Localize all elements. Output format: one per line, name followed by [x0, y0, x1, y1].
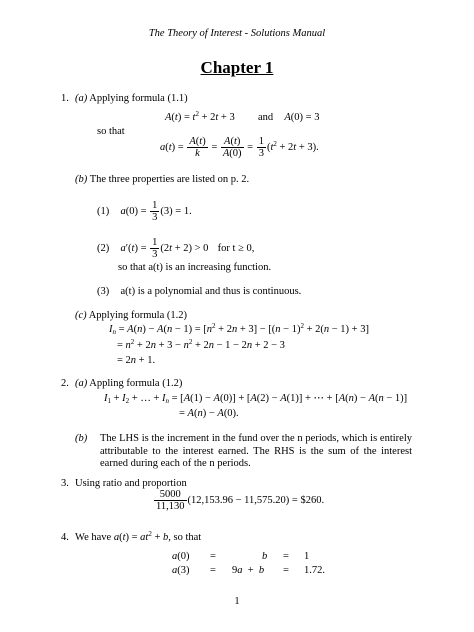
q3-frac-den: 11,130: [156, 501, 185, 513]
q1c-eq-line1: $I_n = A(n) - A(n - 1) = [n^2 + 2n + 3] - [(n - 1)^2 + 2(n - 1) + 3]$: [109, 322, 369, 336]
q2a-eq-line2: = A(n) − A(0).: [179, 408, 239, 419]
q1b-label: (b): [75, 174, 88, 185]
q2-number: 2.: [61, 378, 69, 389]
q4-line: We have $a(t) = at^2 + b$, so that: [75, 530, 202, 543]
q2a-label: (a): [75, 378, 88, 389]
q4-row1-b: b: [262, 551, 268, 562]
q1b-prop3: [97, 286, 301, 297]
q1c-label: (c): [75, 310, 87, 321]
q1b-text: The three properties are listed on p. 2.: [89, 174, 250, 185]
q4-number: 4.: [61, 532, 69, 543]
q2b-paragraph: The LHS is the increment in the fund over the n periods, which is entirely attributable to the interest earned. The RHS is the sum of the interest earned during each of the n periods.: [100, 433, 412, 469]
q4-prefix: We have: [75, 532, 112, 543]
q4-row2-eq2: =: [283, 565, 289, 576]
prop2-label: (2): [97, 242, 110, 254]
q3-expr: (12,153.96 − 11,575.20) = $260.: [187, 494, 325, 506]
q4-row1-rhs: 1: [304, 551, 310, 562]
q4-suffix: , so that: [168, 532, 202, 543]
q3-frac-num: 5000: [154, 489, 187, 501]
q1-number: 1.: [61, 93, 69, 104]
q1b-line: [75, 174, 249, 185]
q1c-text: Applying formula (1.2): [88, 310, 187, 321]
q2a-eq-line1: $I_1 + I_2$ + … + $I_n = [A(1) - A(0)] + [A(2) - A(1)]$ + ⋯ + [A(n) − A(n − 1)]: [104, 393, 408, 405]
q4-row1-lhs: a(0): [172, 551, 190, 562]
q2b-label: (b): [75, 433, 88, 444]
q3-number: 3.: [61, 478, 69, 489]
q4-row2-mid: 9a + b: [232, 565, 265, 576]
q1b-prop1: (1) a(0) = $\frac{1}{3}$ (3) = 1.: [97, 200, 192, 224]
q1b-prop2: (2) a′(t) = $\frac{1}{3}$ (2t + 2) > 0 for t ≥ 0,: [97, 237, 255, 261]
chapter-title: Chapter 1: [200, 58, 274, 77]
q1a-formula-line: $A(t) = t^2 + 2t + 3$ and A(0) = 3: [165, 110, 320, 123]
q4-row1-eq: =: [210, 551, 216, 562]
q4-row2-eq: =: [210, 565, 216, 576]
q3-text: Using ratio and proportion: [75, 478, 187, 489]
running-header: The Theory of Interest - Solutions Manual: [148, 28, 326, 39]
prop1-label: (1): [97, 205, 110, 217]
prop3-label: (3): [97, 286, 110, 297]
q1a-ratio-formula: a(t) = $\frac{A(t)}{k}$ = $\frac{A(t)}{A(0)}$ = $\frac{1}{3}$ $(t^2 + 2t + 3)$.: [160, 136, 319, 160]
q1a-text: Applying formula (1.1): [89, 93, 188, 104]
q1c-line: [75, 310, 187, 321]
q1c-eq-line2: = $n^2 + 2n + 3 - n^2 + 2n - 1 - 2n + 2 - 3$: [117, 338, 285, 351]
q2a-text: Appling formula (1.2): [89, 378, 183, 389]
q4-row1-eq2: =: [283, 551, 289, 562]
q2a-line: [75, 378, 182, 389]
q1a-line: [75, 93, 188, 104]
prop3-text: a(t) is a polynomial and thus is continuous.: [120, 286, 302, 297]
prop2-condition: for t ≥ 0,: [217, 242, 255, 254]
q3-expression: [153, 489, 324, 512]
q1b-prop2-text: so that a(t) is an increasing function.: [118, 262, 272, 273]
q4-row2-lhs: a(3): [172, 565, 190, 576]
q1a-so-that: so that: [97, 126, 125, 137]
and-word: and: [257, 112, 274, 123]
page-number: 1: [234, 596, 240, 607]
q1a-label: (a): [75, 93, 88, 104]
q1c-eq-line3: = 2n + 1.: [117, 355, 156, 366]
q4-row2-rhs: 1.72.: [304, 565, 325, 576]
